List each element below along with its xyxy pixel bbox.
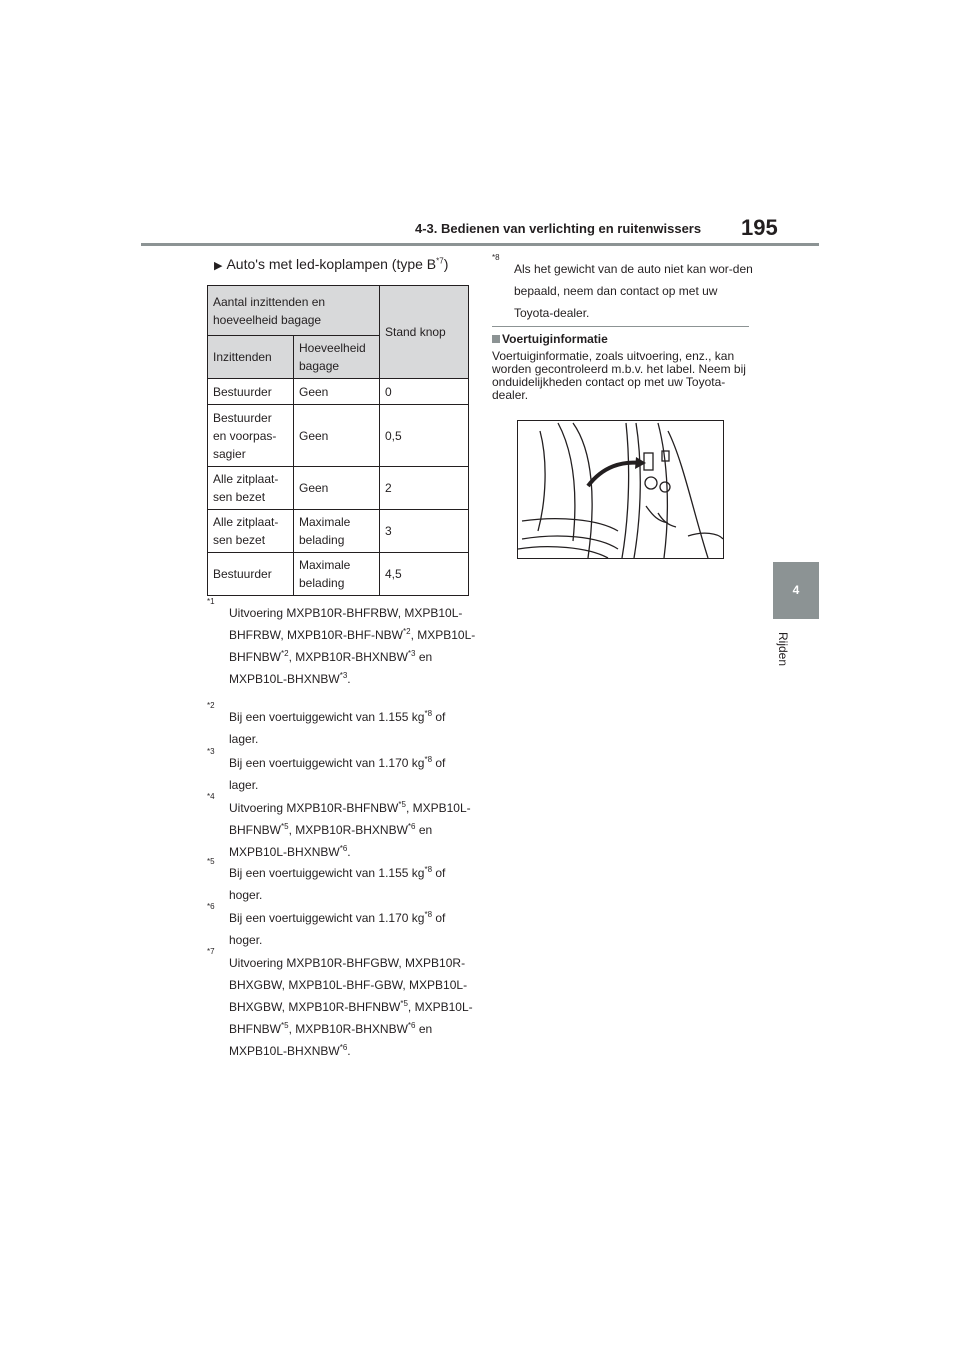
footnote-4: *4 Uitvoering MXPB10R-BHFNBW$^{*5}$, MXPB10L-BHFNBW$^{*5}$, MXPB10R-BHXNBW$^{*6}$ en MXPB10L-BHXNBW$^{*6}$. bbox=[207, 792, 471, 859]
settings-table bbox=[207, 285, 469, 596]
header-title: 4-3. Bedienen van verlichting en ruitenwissers bbox=[415, 221, 702, 236]
info-heading: Voertuiginformatie bbox=[492, 332, 608, 346]
table-header-knob: Stand knop bbox=[380, 286, 469, 379]
header-rule bbox=[141, 243, 819, 246]
footnote-3: *3 Bij een voertuiggewicht van 1.170 $kg^{*8}$ of lager. bbox=[207, 747, 446, 792]
chapter-label: Rijden bbox=[776, 632, 790, 667]
door-pillar-drawing bbox=[518, 421, 723, 558]
table-row: Bestuurder Geen 0 bbox=[208, 379, 469, 405]
chapter-tab[interactable]: 4 bbox=[773, 562, 819, 619]
square-bullet-icon bbox=[492, 335, 500, 343]
table-header-passengers: Inzittenden bbox=[208, 336, 294, 379]
footnote-8: *8 Als het gewicht van de auto niet kan wor-den bepaald, neem dan contact op met uw Toyota-dealer. bbox=[492, 253, 753, 320]
table-row: Alle zitplaat-sen bezet Geen 2 bbox=[208, 467, 469, 510]
section-title: ▶ Auto's met led-koplampen (type $B^{*7}$) bbox=[214, 256, 449, 272]
info-paragraph: Voertuiginformatie, zoals uitvoering, enz., kan worden gecontroleerd m.b.v. het label. Neem bij onduidelijkheden contact op met uw Toyota-dealer. bbox=[492, 349, 746, 402]
vehicle-label-illustration bbox=[517, 420, 724, 559]
table-row: Bestuurder Maximale belading 4,5 bbox=[208, 553, 469, 596]
table-header-luggage: Hoeveelheid bagage bbox=[294, 336, 380, 379]
footnote-5: *5 Bij een voertuiggewicht van 1.155 $kg^{*8}$ of hoger. bbox=[207, 857, 446, 902]
footnote-1: *1 Uitvoering MXPB10R-BHFRBW, MXPB10L-BHFRBW, MXPB10R-BHF-NBW$^{*2}$, MXPB10L-BHFNBW$^{*2}$, MXPB10R-BHXNBW$^{*3}$ en MXPB10L-BHXNBW$^{*3}$. bbox=[207, 597, 476, 686]
footnote-7: *7 Uitvoering MXPB10R-BHFGBW, MXPB10R-BHXGBW, MXPB10L-BHF-GBW, MXPB10L-BHXGBW, MXPB10R-BHFNBW$^{*5}$, MXPB10L-BHFNBW$^{*5}$, MXPB10R-BHXNBW$^{*6}$ en MXPB10L-BHXNBW$^{*6}$. bbox=[207, 947, 473, 1058]
footnote-6: *6 Bij een voertuiggewicht van 1.170 $kg^{*8}$ of hoger. bbox=[207, 902, 446, 947]
table-header-occupants: Aantal inzittenden en hoeveelheid bagage bbox=[208, 286, 380, 336]
footnote-2: *2 Bij een voertuiggewicht van 1.155 $kg^{*8}$ of lager. bbox=[207, 701, 446, 746]
table-row: Bestuurder en voorpas-sagier Geen 0,5 bbox=[208, 405, 469, 467]
triangle-right-icon: ▶ bbox=[214, 260, 223, 272]
section-divider bbox=[492, 326, 749, 327]
table-row: Alle zitplaat-sen bezet Maximale belading 3 bbox=[208, 510, 469, 553]
page-number: 195 bbox=[741, 215, 778, 240]
